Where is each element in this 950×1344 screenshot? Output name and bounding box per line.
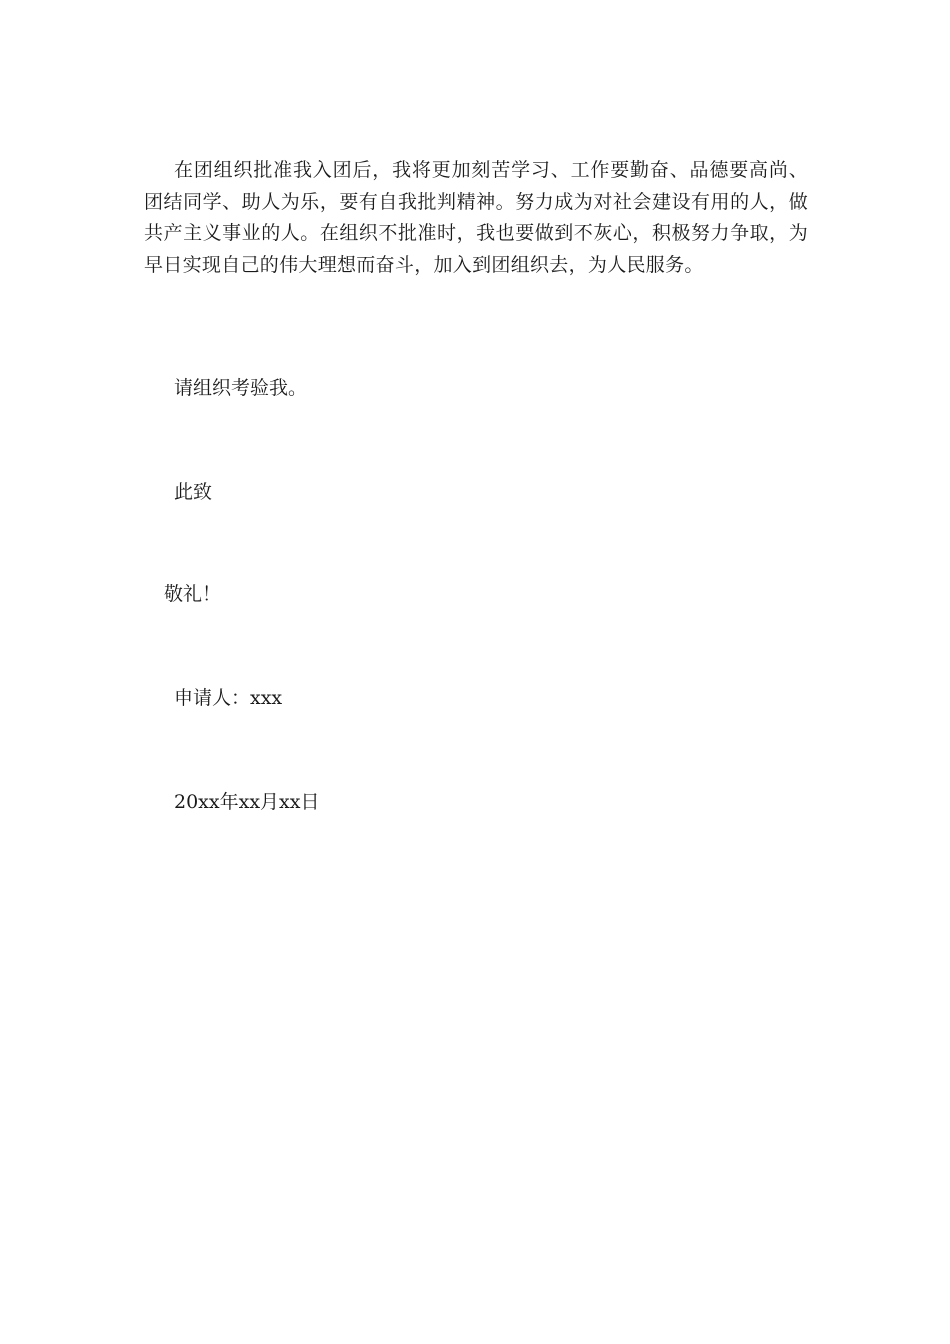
request-line: 请组织考验我。: [174, 377, 308, 399]
applicant-line: 申请人：xxx: [174, 687, 283, 709]
salutation: 此致: [174, 481, 213, 503]
regards-line: 敬礼！: [164, 583, 222, 605]
body-paragraph: 在团组织批准我入团后，我将更加刻苦学习、工作要勤奋、品德要高尚、团结同学、助人为乐，要有自我批判精神。努力成为对社会建设有用的人，做共产主义事业的人。在组织不批准时，我也要做到不灰心，积极努力争取，为早日实现自己的伟大理想而奋斗，加入到团组织去，为人民服务。: [144, 159, 808, 276]
date-line: 20xx年xx月xx日: [174, 791, 320, 813]
